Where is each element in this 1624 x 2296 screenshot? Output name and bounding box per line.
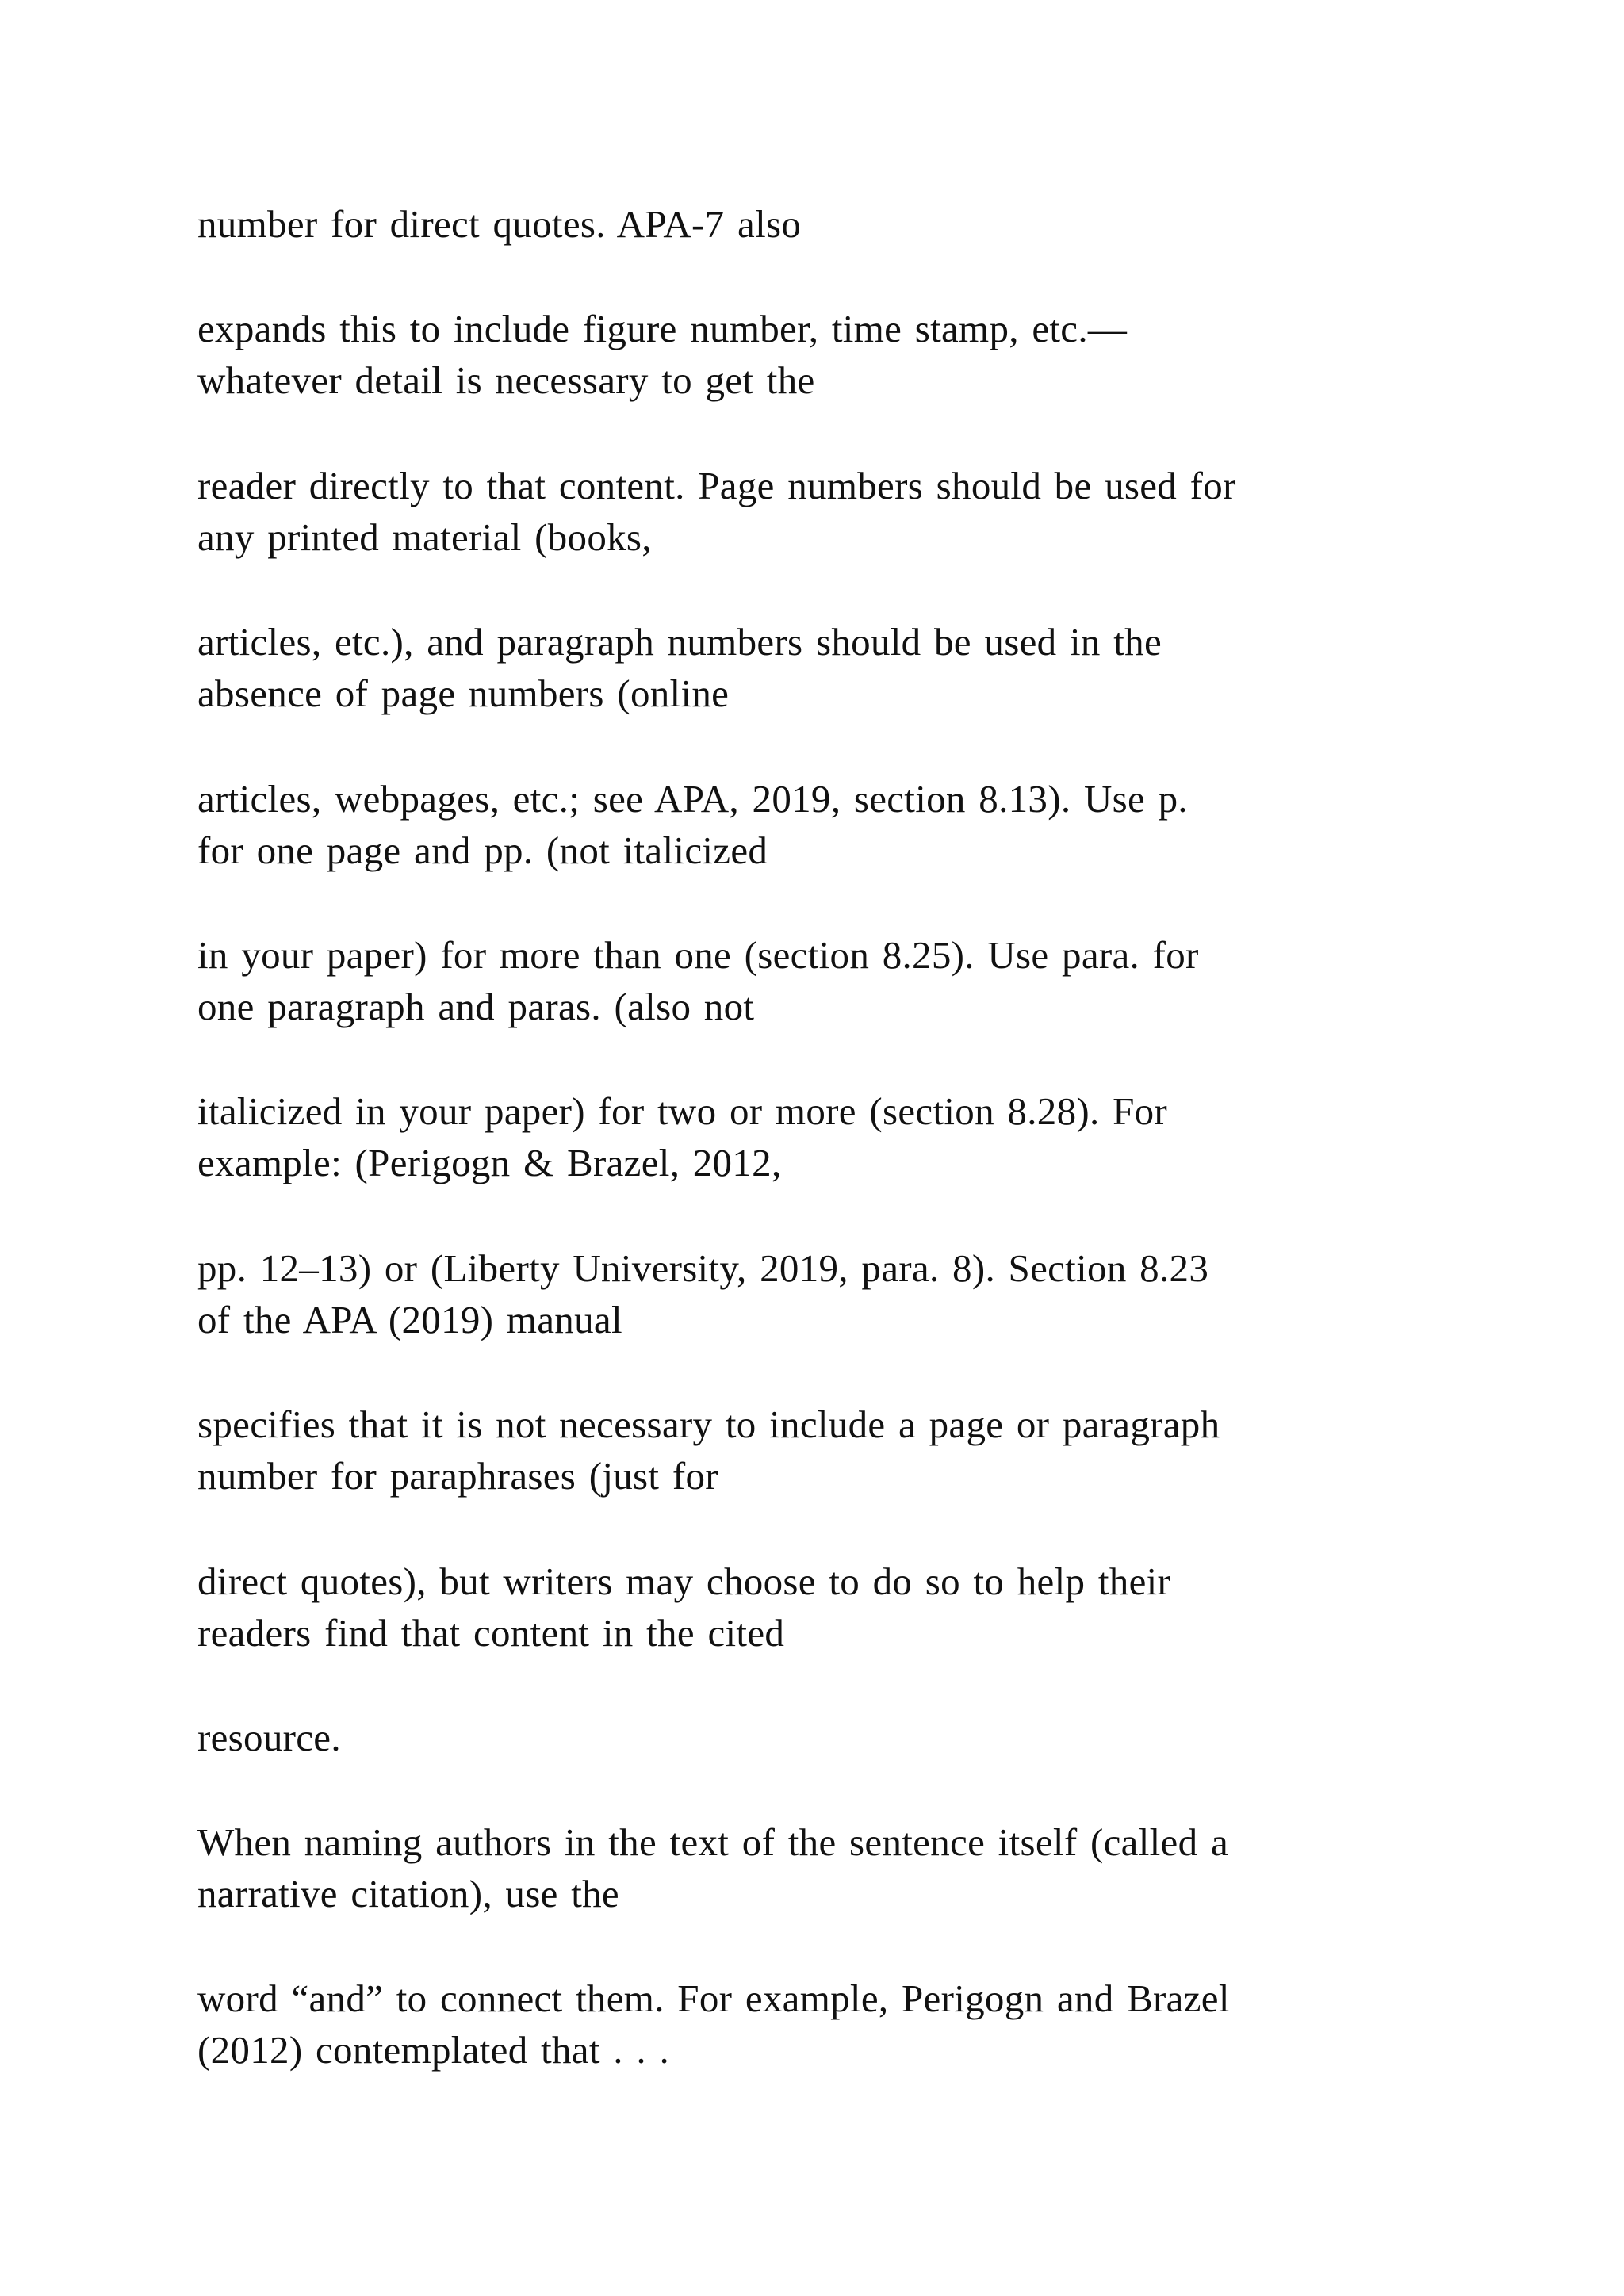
text-block-3 — [197, 460, 1545, 563]
text-line: in your paper) for more than one (section 8.25). Use para. for — [197, 933, 1199, 977]
text-block-7 — [197, 1085, 1545, 1188]
text-line: number for direct quotes. APA-7 also — [197, 202, 802, 246]
text-line: articles, etc.), and paragraph numbers should be used in the — [197, 620, 1162, 664]
text-block-10 — [197, 1556, 1545, 1659]
text-line: italicized in your paper) for two or more (section 8.28). For — [197, 1089, 1168, 1133]
text-line: expands this to include figure number, time stamp, etc.— — [197, 307, 1128, 350]
text-line: of the APA (2019) manual — [197, 1298, 622, 1341]
text-line: reader directly to that content. Page numbers should be used for — [197, 464, 1236, 507]
text-line: word “and” to connect them. For example, Perigogn and Brazel — [197, 1976, 1230, 2020]
text-block-13 — [197, 1973, 1545, 2076]
text-block-5 — [197, 773, 1545, 876]
text-line: specifies that it is not necessary to include a page or paragraph — [197, 1402, 1220, 1446]
text-block-2 — [197, 303, 1545, 406]
text-line: articles, webpages, etc.; see APA, 2019, section 8.13). Use p. — [197, 777, 1188, 821]
text-line: resource. — [197, 1716, 341, 1759]
text-line: When naming authors in the text of the sentence itself (called a — [197, 1820, 1228, 1864]
text-line: (2012) contemplated that . . . — [197, 2028, 670, 2072]
text-line: for one page and pp. (not italicized — [197, 828, 768, 872]
text-line: direct quotes), but writers may choose to do so to help their — [197, 1559, 1171, 1603]
text-block-1 — [197, 198, 1545, 250]
text-line: number for paraphrases (just for — [197, 1454, 718, 1498]
text-block-6 — [197, 929, 1545, 1032]
text-block-9 — [197, 1399, 1545, 1502]
text-line: absence of page numbers (online — [197, 672, 730, 715]
text-line: whatever detail is necessary to get the — [197, 358, 815, 402]
text-line: pp. 12–13) or (Liberty University, 2019, para. 8). Section 8.23 — [197, 1246, 1209, 1290]
text-block-8 — [197, 1242, 1545, 1345]
text-line: example: (Perigogn & Brazel, 2012, — [197, 1141, 782, 1184]
text-line: any printed material (books, — [197, 515, 652, 559]
text-block-12 — [197, 1816, 1545, 1919]
text-block-4 — [197, 616, 1545, 719]
text-line: narrative citation), use the — [197, 1872, 619, 1915]
text-block-11 — [197, 1712, 1545, 1763]
text-line: one paragraph and paras. (also not — [197, 985, 755, 1028]
text-line: readers find that content in the cited — [197, 1611, 785, 1655]
